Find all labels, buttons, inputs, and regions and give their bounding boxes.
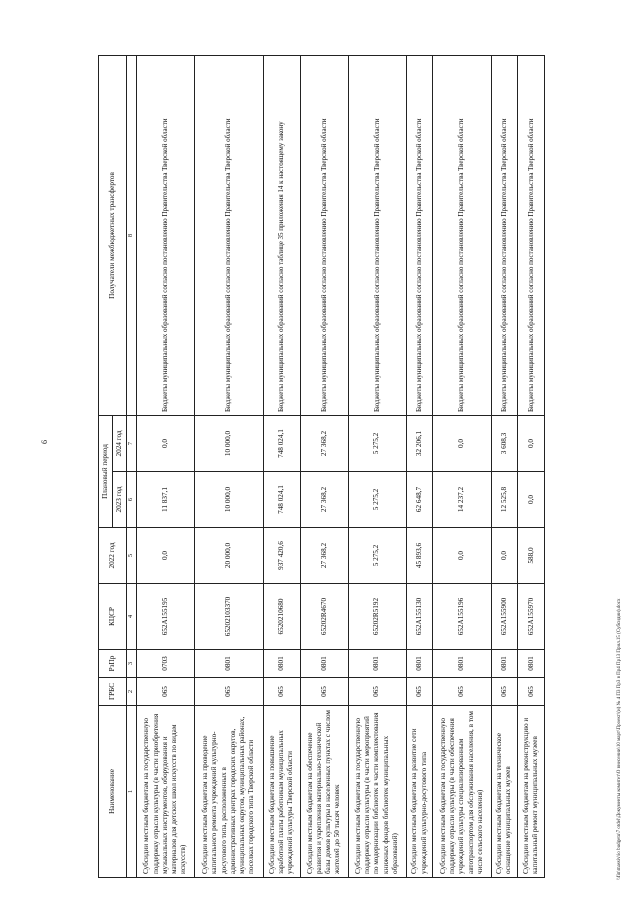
row-2023: 27 368,2 xyxy=(300,472,348,528)
row-2024: 32 206,1 xyxy=(406,415,433,471)
footer-file-path: \\fin\massiv\io budgetu\7 otdel\Документы комитет\О внесении\10 март\Проект\(и) № 4 П3 Пр3 в Пр4 Пр13 Прил.15 (Субсидии).docx xyxy=(617,598,622,880)
row-2022: 588,0 xyxy=(518,528,545,584)
col-index: 4 xyxy=(127,584,136,650)
row-rzpr: 0801 xyxy=(406,650,433,678)
row-grbs: 065 xyxy=(194,678,263,706)
header-kcsr: КЦСР xyxy=(99,584,127,650)
row-grbs: 065 xyxy=(300,678,348,706)
row-recipients: Бюджеты муниципальных образований согласно постановлению Правительства Тверской области xyxy=(136,55,194,415)
row-grbs: 065 xyxy=(518,678,545,706)
table-row xyxy=(491,55,518,877)
row-2023: 62 648,7 xyxy=(406,472,433,528)
row-2024: 0,0 xyxy=(136,415,194,471)
row-grbs: 065 xyxy=(491,678,518,706)
col-index: 7 xyxy=(127,415,136,471)
row-name: Субсидии местным бюджетам на развитие сети учреждений культурно-досугового типа xyxy=(406,706,433,878)
table-row xyxy=(263,55,300,877)
row-2022: 0,0 xyxy=(136,528,194,584)
row-2022: 27 368,2 xyxy=(300,528,348,584)
row-rzpr: 0801 xyxy=(491,650,518,678)
row-rzpr: 0801 xyxy=(194,650,263,678)
row-rzpr: 0801 xyxy=(348,650,406,678)
header-name: Наименование xyxy=(99,706,127,878)
row-rzpr: 0801 xyxy=(300,650,348,678)
row-2024: 3 608,3 xyxy=(491,415,518,471)
col-index: 2 xyxy=(127,678,136,706)
row-recipients: Бюджеты муниципальных образований согласно постановлению Правительства Тверской области xyxy=(433,55,491,415)
row-name: Субсидии местным бюджетам на техническое оснащение муниципальных музеев xyxy=(491,706,518,878)
row-2022: 20 000,0 xyxy=(194,528,263,584)
subsidies-table xyxy=(98,55,545,878)
row-name: Субсидии местным бюджетам на повышение заработной платы работникам муниципальных учреждений культуры Тверской области xyxy=(263,706,300,878)
row-kcsr: 652A155900 xyxy=(491,584,518,650)
row-2022: 45 893,6 xyxy=(406,528,433,584)
header-2023: 2023 год xyxy=(113,472,127,528)
row-rzpr: 0801 xyxy=(263,650,300,678)
col-index: 3 xyxy=(127,650,136,678)
row-2022: 0,0 xyxy=(491,528,518,584)
table-row xyxy=(194,55,263,877)
header-recipients: Получатели межбюджетных трансфертов xyxy=(99,55,127,415)
col-index: 1 xyxy=(127,706,136,878)
row-2024: 748 024,1 xyxy=(263,415,300,471)
row-2024: 5 275,2 xyxy=(348,415,406,471)
row-recipients: Бюджеты муниципальных образований согласно постановлению Правительства Тверской области xyxy=(194,55,263,415)
table-row xyxy=(300,55,348,877)
row-2024: 10 000,0 xyxy=(194,415,263,471)
row-name: Субсидии местным бюджетам на государственную поддержку отрасли культуры (в части приобретения музыкальных инструментов, оборудования и материалов для детских школ искусств по видам искусств) xyxy=(136,706,194,878)
column-index-row xyxy=(127,55,136,877)
row-recipients: Бюджеты муниципальных образований согласно постановлению Правительства Тверской области xyxy=(518,55,545,415)
row-grbs: 065 xyxy=(406,678,433,706)
row-rzpr: 0801 xyxy=(518,650,545,678)
row-2022: 5 275,2 xyxy=(348,528,406,584)
row-2023: 12 525,8 xyxy=(491,472,518,528)
row-grbs: 065 xyxy=(348,678,406,706)
row-recipients: Бюджеты муниципальных образований согласно постановлению Правительства Тверской области xyxy=(406,55,433,415)
row-kcsr: 652A155196 xyxy=(433,584,491,650)
row-recipients: Бюджеты муниципальных образований согласно постановлению Правительства Тверской области xyxy=(348,55,406,415)
row-kcsr: 65202R5192 xyxy=(348,584,406,650)
row-name: Субсидии местным бюджетам на реконструкцию и капитальный ремонт муниципальных музеев xyxy=(518,706,545,878)
row-name: Субсидии местным бюджетам на государственную поддержку отрасли культуры (в части обеспечения учреждений культуры специализированным автотранспортом для обслуживания населения, в том числе сельского населения) xyxy=(433,706,491,878)
row-2024: 27 368,2 xyxy=(300,415,348,471)
row-name: Субсидии местным бюджетам на государственную поддержку отрасли культуры (в части мероприятий по модернизации библиотек в части комплектования книжных фондов библиотек муниципальных образований) xyxy=(348,706,406,878)
table-row xyxy=(433,55,491,877)
row-kcsr: 65202103370 xyxy=(194,584,263,650)
table-row xyxy=(136,55,194,877)
header-2024: 2024 год xyxy=(113,415,127,471)
table-row xyxy=(348,55,406,877)
table-row xyxy=(406,55,433,877)
row-2022: 0,0 xyxy=(433,528,491,584)
rotated-table-container xyxy=(98,56,545,878)
col-index: 8 xyxy=(127,55,136,415)
page-number: 6 xyxy=(40,440,49,444)
col-index: 6 xyxy=(127,472,136,528)
table-body xyxy=(136,55,544,877)
row-rzpr: 0801 xyxy=(433,650,491,678)
row-grbs: 065 xyxy=(263,678,300,706)
header-row xyxy=(99,55,113,877)
row-2023: 11 837,1 xyxy=(136,472,194,528)
col-index: 5 xyxy=(127,528,136,584)
row-2024: 0,0 xyxy=(518,415,545,471)
row-grbs: 065 xyxy=(136,678,194,706)
row-2023: 10 000,0 xyxy=(194,472,263,528)
row-2022: 937 420,6 xyxy=(263,528,300,584)
header-plan-period: Плановый период xyxy=(99,415,113,527)
header-2022: 2022 год xyxy=(99,528,127,584)
header-grbs: ГРБС xyxy=(99,678,127,706)
row-2023: 0,0 xyxy=(518,472,545,528)
row-kcsr: 652A155970 xyxy=(518,584,545,650)
row-2023: 748 024,1 xyxy=(263,472,300,528)
row-2023: 5 275,2 xyxy=(348,472,406,528)
row-kcsr: 652A155130 xyxy=(406,584,433,650)
row-grbs: 065 xyxy=(433,678,491,706)
row-kcsr: 652A155195 xyxy=(136,584,194,650)
row-kcsr: 6520210680 xyxy=(263,584,300,650)
row-kcsr: 65202R4670 xyxy=(300,584,348,650)
row-name: Субсидии местным бюджетам на проведение капитального ремонта учреждений культурно-досугового типа, расположенных в административных центрах городских округов, муниципальных округов, муниципальных районах, поселках городского типа Тверской области xyxy=(194,706,263,878)
header-rzpr: РзПр xyxy=(99,650,127,678)
row-recipients: Бюджеты муниципальных образований согласно постановлению Правительства Тверской области xyxy=(300,55,348,415)
table-row xyxy=(518,55,545,877)
row-2024: 0,0 xyxy=(433,415,491,471)
row-2023: 14 237,2 xyxy=(433,472,491,528)
row-rzpr: 0703 xyxy=(136,650,194,678)
row-name: Субсидии местным бюджетам на обеспечение развития и укрепления материально-технической базы домов культуры в населенных пунктах с числом жителей до 50 тысяч человек xyxy=(300,706,348,878)
row-recipients: Бюджеты муниципальных образований согласно таблице 35 приложения 14 к настоящему закону xyxy=(263,55,300,415)
row-recipients: Бюджеты муниципальных образований согласно постановлению Правительства Тверской области xyxy=(491,55,518,415)
